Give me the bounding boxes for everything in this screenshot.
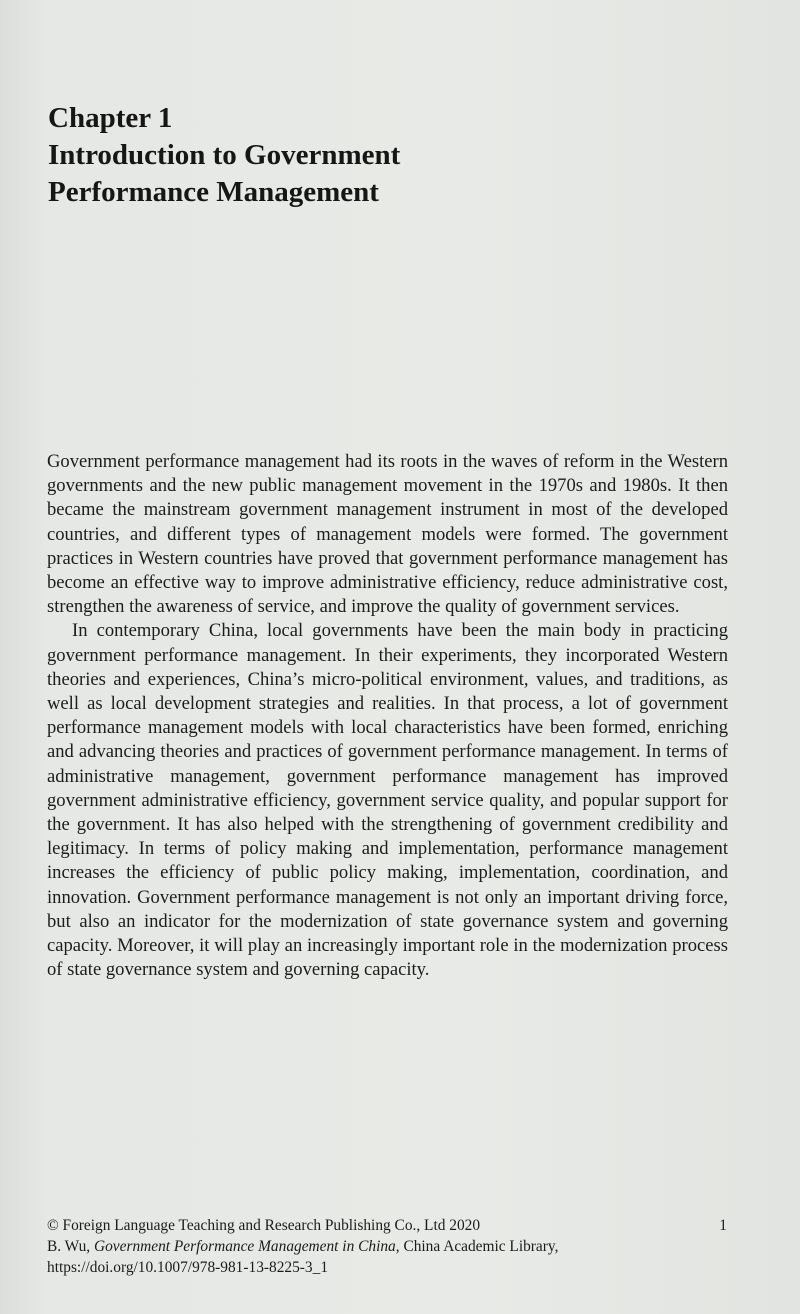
citation-author: B. Wu, — [47, 1238, 94, 1255]
citation-title: Government Performance Management in China — [93, 1238, 396, 1255]
citation-series: , China Academic Library, — [395, 1238, 559, 1255]
doi-link[interactable]: https://doi.org/10.1007/978-981-13-8225-3_1 — [47, 1259, 329, 1276]
chapter-heading — [48, 100, 748, 211]
copyright-line: © Foreign Language Teaching and Research Publishing Co., Ltd 2020 — [47, 1217, 481, 1234]
chapter-label: Chapter 1 — [48, 102, 173, 134]
citation-line — [47, 1236, 727, 1257]
paragraph-2: In contemporary China, local governments have been the main body in practicing government performance management. In their experiments, they incorporated Western theories and experiences, China’s micro-political environment, values, and traditions, as well as local development strategies and realities. In that process, a lot of government performance management models with local characteristics have been formed, enriching and advancing theories and practices of government performance management. In terms of administrative management, government performance management has improved government administrative efficiency, government service quality, and popular support for the government. It has also helped with the strengthening of government credibility and legitimacy. In terms of policy making and implementation, performance management increases the efficiency of public policy making, implementation, coordination, and innovation. Government performance management is not only an important driving force, but also an indicator for the modernization of state governance system and governing capacity. Moreover, it will play an increasingly important role in the modernization process of state governance system and governing capacity. — [47, 620, 728, 981]
chapter-title-line-2: Performance Management — [48, 176, 379, 208]
paragraph-1: Government performance management had its roots in the waves of reform in the Western governments and the new public management movement in the 1970s and 1980s. It then became the mainstream government management instrument in most of the developed countries, and different types of management models were formed. The government practices in Western countries have proved that government performance management has become an effective way to improve administrative efficiency, reduce administrative cost, strengthen the awareness of service, and improve the quality of government services. — [47, 451, 728, 618]
body-text — [47, 450, 728, 982]
page-number: 1 — [719, 1217, 727, 1234]
page-footer — [47, 1215, 727, 1278]
chapter-title-line-1: Introduction to Government — [48, 139, 401, 171]
